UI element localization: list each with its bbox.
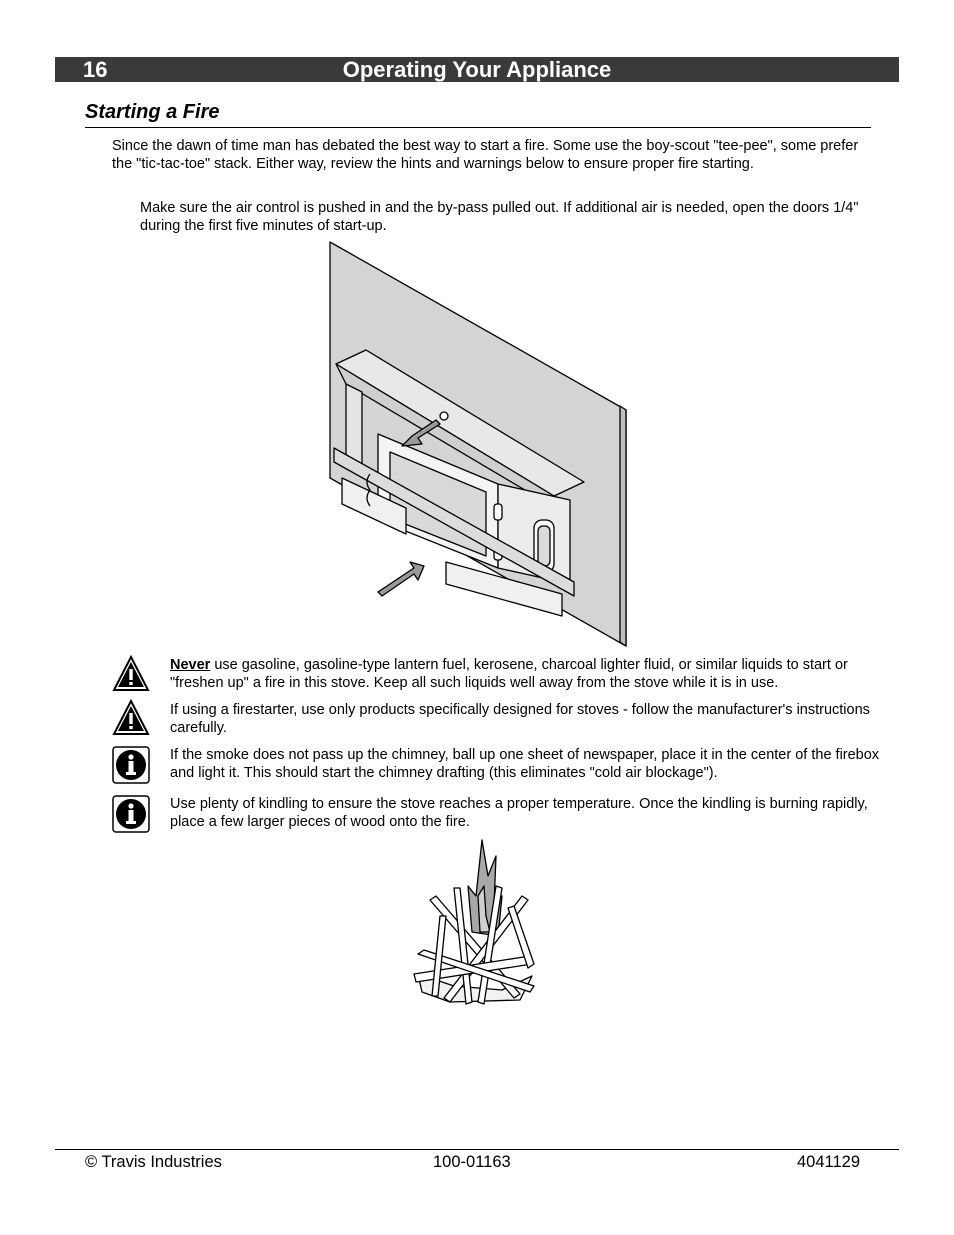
note-never-gasoline — [170, 656, 890, 692]
section-divider — [85, 127, 871, 128]
info-icon — [112, 795, 150, 833]
warning-icon — [112, 699, 150, 737]
intro-paragraph: Since the dawn of time man has debated the best way to start a fire. Some use the boy-scout "tee-pee", some prefer the "tic-tac-toe" stack. Either way, review the hints and warnings below to ensure proper fire starting. — [112, 138, 859, 172]
page-number: 16 — [83, 57, 108, 82]
page-title: Operating Your Appliance — [342, 57, 612, 82]
stove-insert-illustration — [326, 238, 630, 650]
note-newspaper: If the smoke does not pass up the chimney, ball up one sheet of newspaper, place it in the center of the firebox and light it. This should start the chimney drafting (this eliminates "cold air blockage"). — [170, 747, 880, 781]
note-text-0: use gasoline, gasoline-type lantern fuel, kerosene, charcoal lighter fluid, or similar liquids to start or "freshen up" a fire in this stove. Keep all such liquids well away from the stove while it is in use. — [170, 657, 848, 691]
note-kindling: Use plenty of kindling to ensure the stove reaches a proper temperature. Once the kindling is burning rapidly, place a few larger pieces of wood onto the fire. — [170, 796, 868, 830]
warning-icon — [112, 655, 150, 693]
footer-copyright: © Travis Industries — [85, 1153, 222, 1171]
kindling-fire-illustration — [410, 836, 540, 1008]
page-header — [55, 57, 899, 82]
footer-document-number: 100-01163 — [433, 1153, 511, 1171]
air-control-paragraph: Make sure the air control is pushed in and the by-pass pulled out. If additional air is needed, open the doors 1/4" during the first five minutes of start-up. — [140, 200, 859, 234]
info-icon — [112, 746, 150, 784]
note-firestarter: If using a firestarter, use only products specifically designed for stoves - follow the manufacturer's instructions carefully. — [170, 702, 870, 736]
footer-revision: 4041129 — [797, 1153, 861, 1171]
footer-divider — [55, 1149, 899, 1150]
never-emphasis: Never — [170, 657, 211, 673]
section-title: Starting a Fire — [85, 101, 220, 123]
